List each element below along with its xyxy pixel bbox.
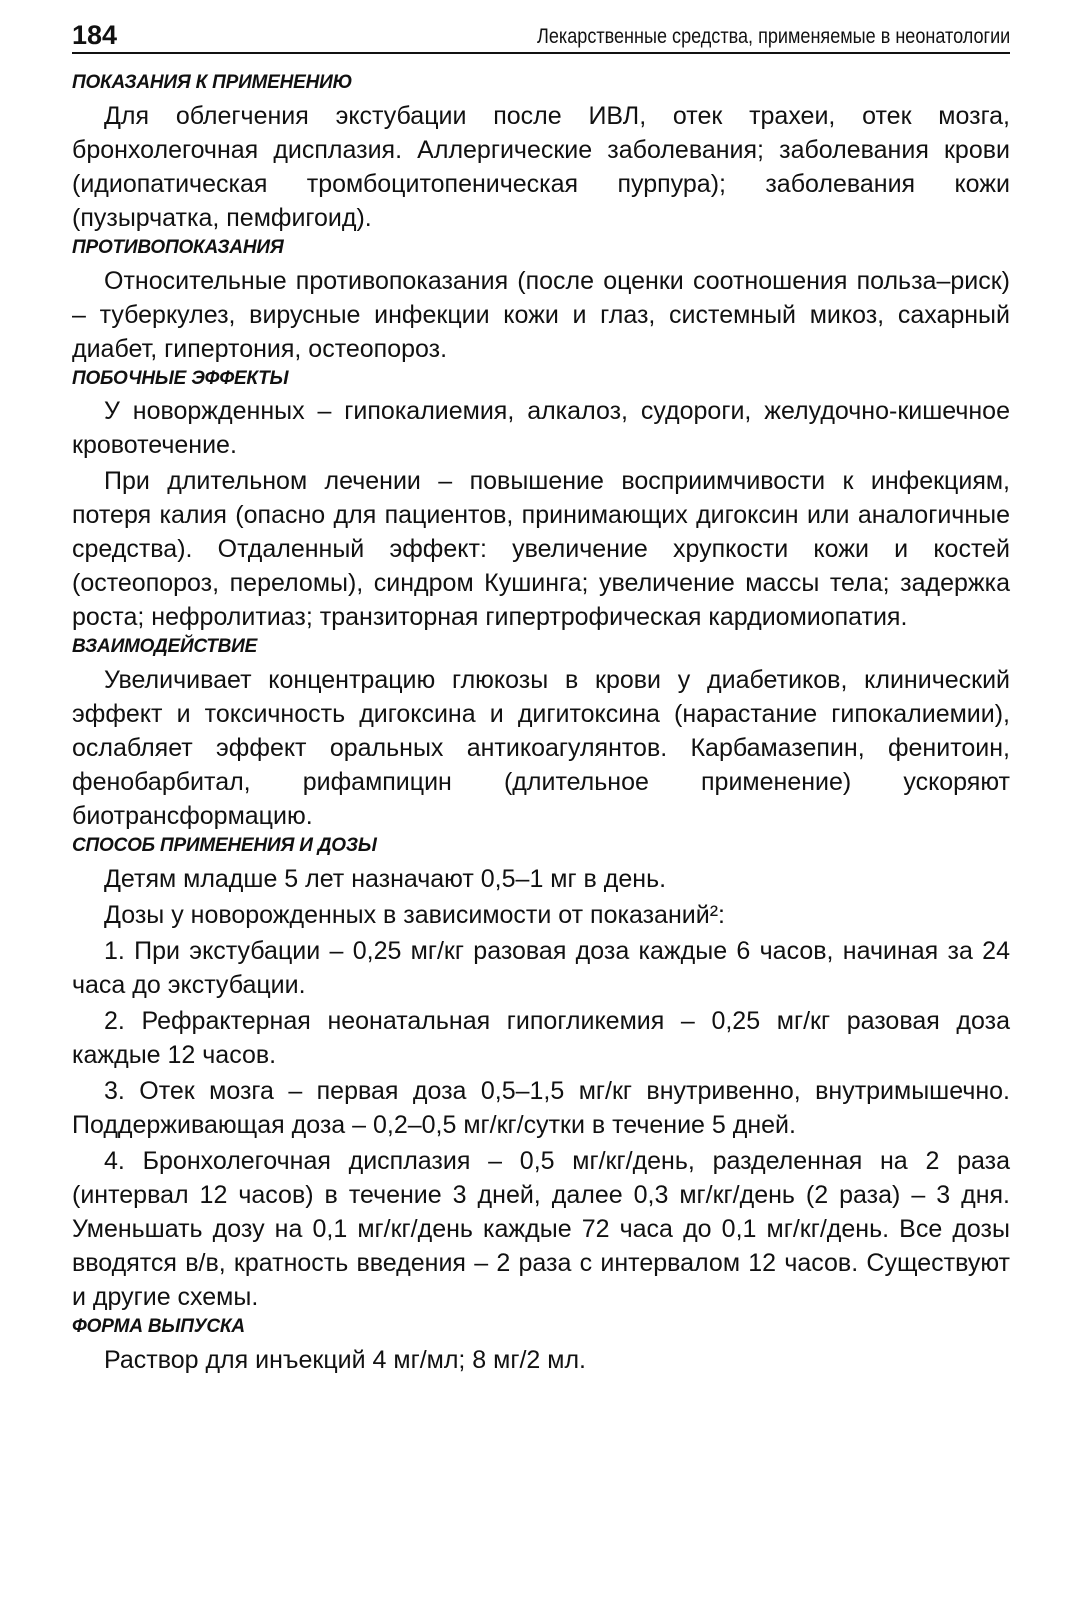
page-header [72, 22, 1010, 54]
section-indications [72, 72, 1010, 235]
paragraph: 4. Бронхолегочная дисплазия – 0,5 мг/кг/день, разделенная на 2 раза (интервал 12 часов) в течение 3 дней, далее 0,3 мг/кг/день (2 раза) – 3 дня. Уменьшать дозу на 0,1 мг/кг/день каждые 72 часа до 0,1 мг/кг/день. Все дозы вводятся в/в, кратность введения – 2 раза с интервалом 12 часов. Существуют и другие схемы. [72, 1146, 1010, 1311]
section-interactions [72, 636, 1010, 833]
paragraph: Детям младше 5 лет назначают 0,5–1 мг в день. [104, 864, 667, 893]
paragraph: 1. При экстубации – 0,25 мг/кг разовая доза каждые 6 часов, начиная за 24 часа до экстубации. [72, 936, 1010, 999]
section-dosage [72, 835, 1010, 1314]
section-side-effects [72, 368, 1010, 635]
paragraph: Увеличивает концентрацию глюкозы в крови у диабетиков, клинический эффект и токсичность дигоксина и дигитоксина (нарастание гипокалиемии), ослабляет эффект оральных антикоагулянтов. Карбамазепин, фенитоин, фенобарбитал, рифампицин (длительное применение) ускоряют биотрансформацию. [72, 666, 1010, 831]
paragraph: Дозы у новорожденных в зависимости от показаний²: [104, 900, 725, 929]
section-heading: ПОБОЧНЫЕ ЭФФЕКТЫ [72, 367, 289, 389]
paragraph: У новоржденных – гипокалиемия, алкалоз, судороги, желудочно-кишечное кровотечение. [72, 397, 1010, 460]
section-heading: СПОСОБ ПРИМЕНЕНИЯ И ДОЗЫ [72, 835, 377, 857]
section-contraindications [72, 237, 1010, 366]
running-title: Лекарственные средства, применяемые в неонатологии [536, 25, 1010, 48]
paragraph: 2. Рефрактерная неонатальная гипогликемия – 0,25 мг/кг разовая доза каждые 12 часов. [72, 1006, 1010, 1069]
section-heading: ФОРМА ВЫПУСКА [72, 1315, 245, 1337]
page-content [72, 72, 1010, 1377]
paragraph: Раствор для инъекций 4 мг/мл; 8 мг/2 мл. [104, 1345, 586, 1374]
paragraph: 3. Отек мозга – первая доза 0,5–1,5 мг/кг внутривенно, внутримышечно. Поддерживающая доза – 0,2–0,5 мг/кг/сутки в течение 5 дней. [72, 1076, 1010, 1139]
section-heading: ПОКАЗАНИЯ К ПРИМЕНЕНИЮ [72, 72, 353, 93]
paragraph: Относительные противопоказания (после оценки соотношения польза–риск) – туберкулез, вирусные инфекции кожи и глаз, системный микоз, сахарный диабет, гипертония, остеопороз. [72, 266, 1010, 363]
paragraph: При длительном лечении – повышение восприимчивости к инфекциям, потеря калия (опасно для пациентов, принимающих дигоксин или аналогичные средства). Отдаленный эффект: увеличение хрупкости кожи и костей (остеопороз, переломы), синдром Кушинга; увеличение массы тела; задержка роста; нефролитиаз; транзиторная гипертрофическая кардиомиопатия. [72, 467, 1010, 632]
section-heading: ПРОТИВОПОКАЗАНИЯ [72, 236, 284, 258]
page-number: 184 [72, 20, 118, 50]
book-page [72, 22, 1010, 1379]
paragraph: Для облегчения экстубации после ИВЛ, отек трахеи, отек мозга, бронхолегочная дисплазия. Аллергические заболевания; заболевания крови (идиопатическая тромбоцитопеническая пурпура); заболевания кожи (пузырчатка, пемфигоид). [72, 101, 1010, 232]
section-release-form [72, 1316, 1010, 1377]
section-heading: ВЗАИМОДЕЙСТВИЕ [72, 636, 258, 658]
